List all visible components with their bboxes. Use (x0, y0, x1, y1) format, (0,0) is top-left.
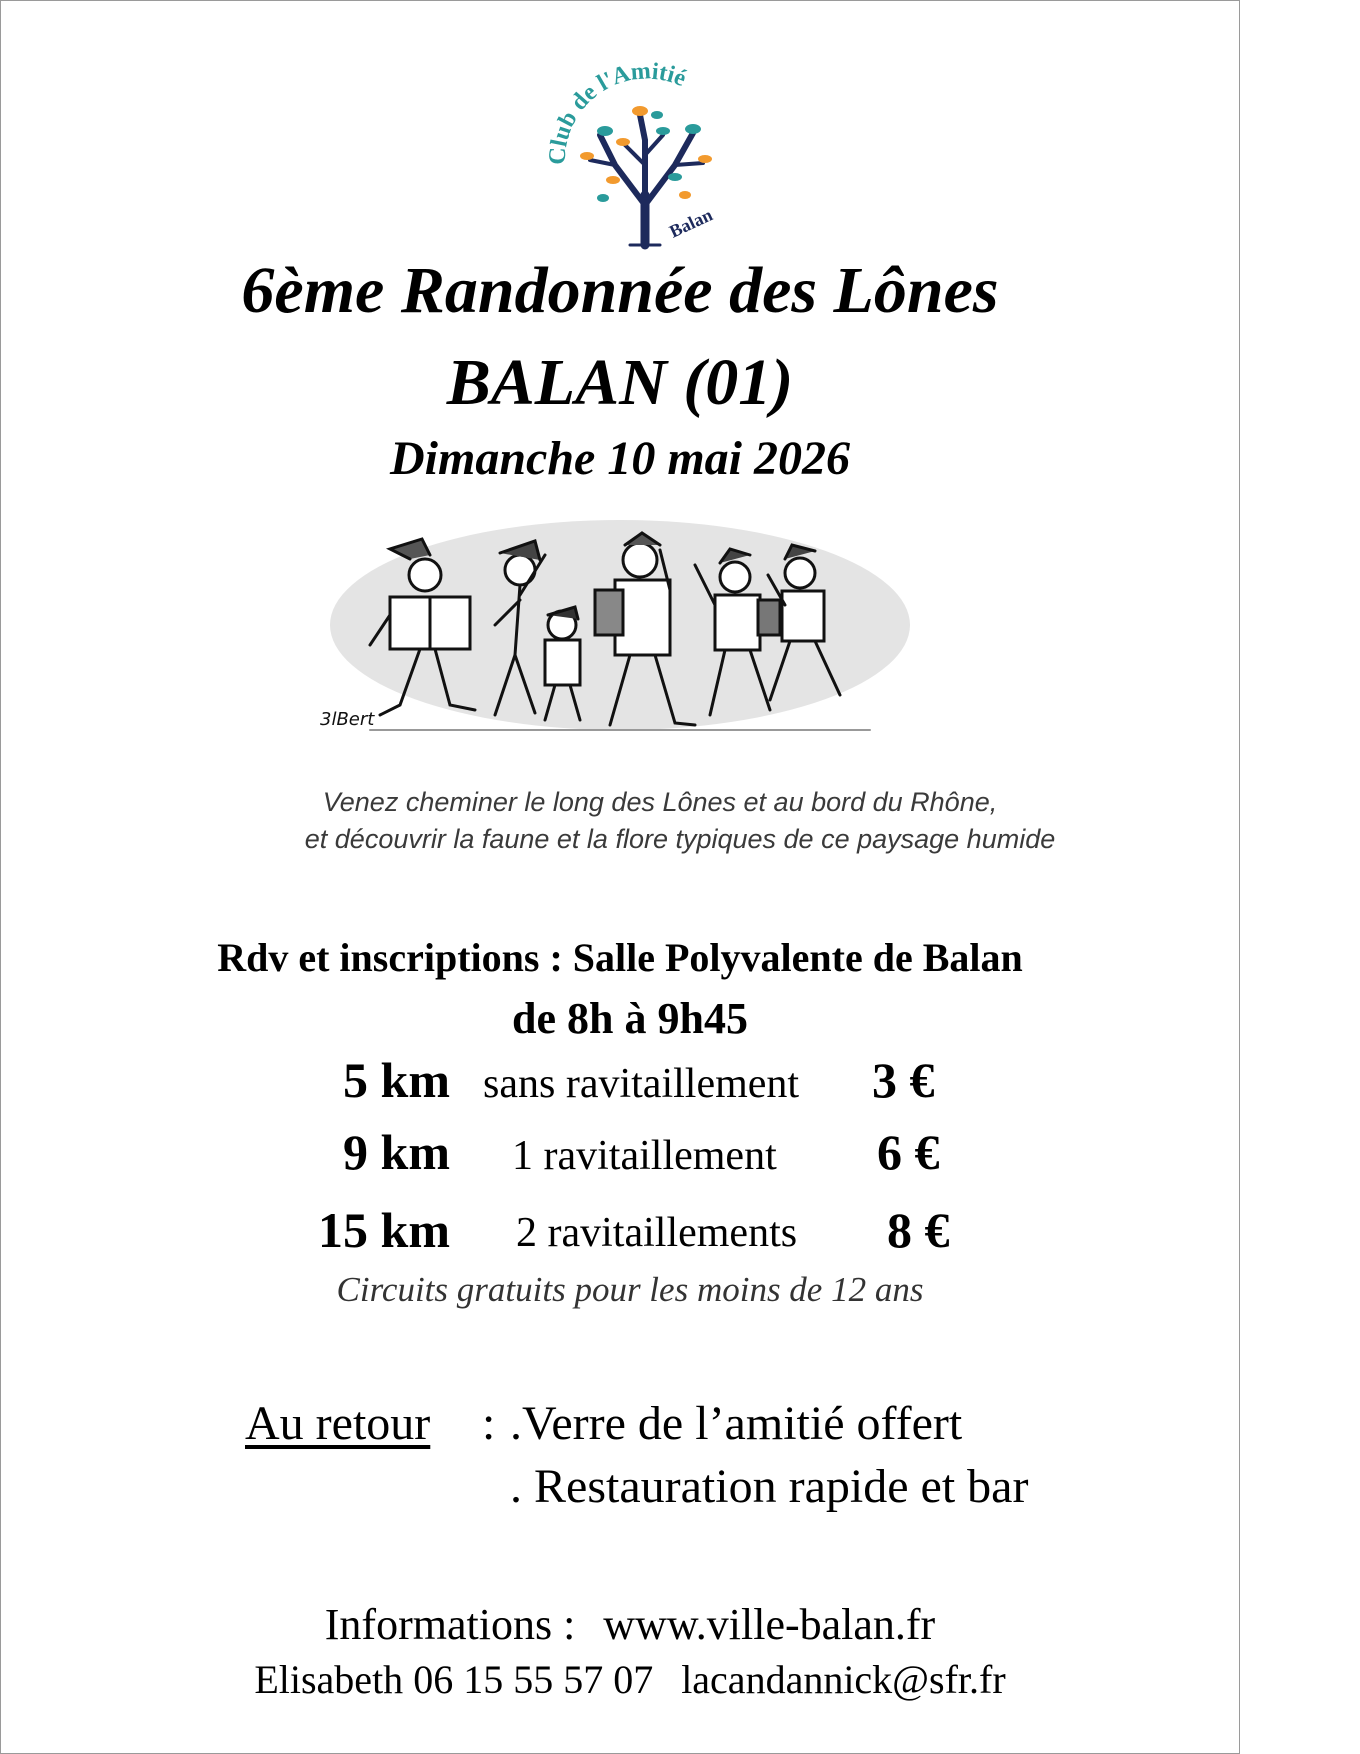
logo-bottom-text: Balan (666, 204, 716, 242)
illustration-signature: 3lBert (320, 709, 375, 730)
info-label: Informations : (324, 1600, 576, 1649)
hikers-illustration (320, 515, 910, 745)
contact-line (0, 1657, 1260, 1702)
circuit-details: sans ravitaillement (483, 1061, 800, 1107)
description-line-1: Venez cheminer le long des Lônes et au bord du Rhône, (322, 787, 998, 817)
circuit-distance: 15 km (318, 1202, 450, 1258)
return-label: Au retour (245, 1397, 431, 1450)
event-title: 6ème Randonnée des Lônes (241, 254, 999, 327)
circuit-details: 2 ravitaillements (516, 1210, 798, 1256)
return-item-food: . Restauration rapide et bar (510, 1460, 1029, 1513)
circuit-price: 3 € (872, 1052, 935, 1108)
info-line (0, 1600, 1260, 1649)
free-circuits-note: Circuits gratuits pour les moins de 12 ans (336, 1270, 924, 1309)
registration-hours: de 8h à 9h45 (512, 994, 748, 1043)
event-date: Dimanche 10 mai 2026 (389, 432, 850, 485)
circuit-price: 8 € (887, 1202, 950, 1258)
contact-name: Elisabeth (254, 1657, 404, 1702)
return-item-drink: .Verre de l’amitié offert (510, 1397, 963, 1450)
circuit-distance: 5 km (343, 1052, 450, 1108)
return-colon: : (482, 1397, 496, 1450)
svg-text:Club de l'Amitié (545, 58, 690, 165)
club-logo (545, 55, 745, 255)
logo-top-text: Club de l'Amitié (545, 58, 690, 166)
description-line-2: et découvrir la faune et la flore typiques de ce paysage humide (304, 824, 1056, 854)
website-link[interactable]: www.ville-balan.fr (603, 1600, 936, 1649)
circuit-details: 1 ravitaillement (512, 1133, 777, 1179)
registration-location: Rdv et inscriptions : Salle Polyvalente de Balan (217, 935, 1023, 980)
contact-phone: 06 15 55 57 07 (413, 1657, 654, 1702)
event-location: BALAN (01) (446, 346, 794, 419)
circuit-distance: 9 km (343, 1124, 450, 1180)
circuit-price: 6 € (877, 1124, 940, 1180)
contact-email[interactable]: lacandannick@sfr.fr (681, 1657, 1006, 1702)
